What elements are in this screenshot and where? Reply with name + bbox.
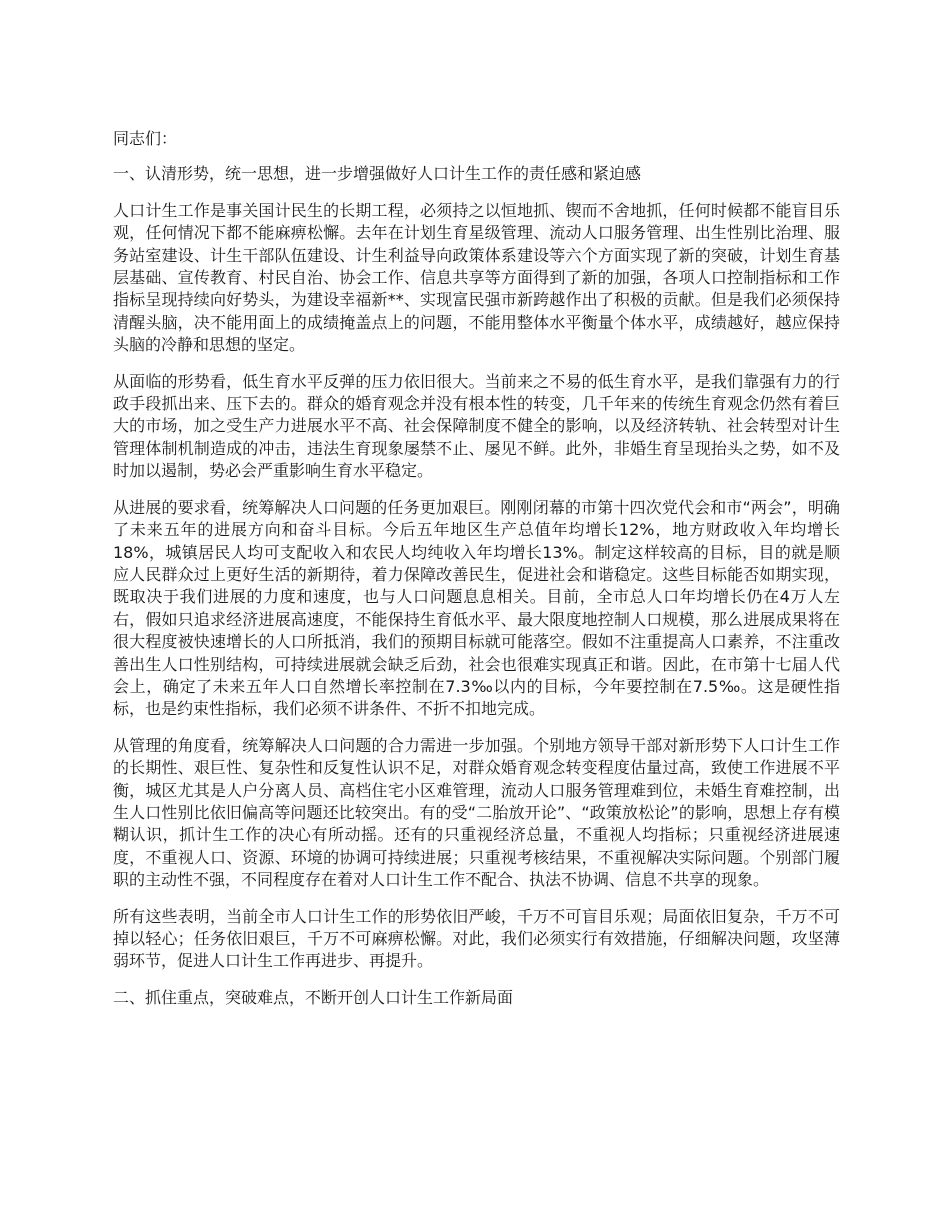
section-heading-1: 一、认清形势，统一思想，进一步增强做好人口计生工作的责任感和紧迫感 [113,164,642,184]
paragraph-responsibility: 人口计生工作是事关国计民生的长期工程，必须持之以恒地抓、锲而不舍地抓，任何时候都不能盲目乐观，任何情况下都不能麻痹松懈。去年在计划生育星级管理、流动人口服务管理、出生性别比治理、服务站室建设、计生干部队伍建设、计生利益导向政策体系建设等六个方面实现了新的突破，计划生育基层基础、宣传教育、村民自治、协会工作、信息共享等方面得到了新的加强，各项人口控制指标和工作指标呈现持续向好势头，为建设幸福新**、实现富民强市新跨越作出了积极的贡献。但是我们必须保持清醒头脑，决不能用面上的成绩掩盖点上的问题，不能用整体水平衡量个体水平，成绩越好，越应保持头脑的冷静和思想的坚定。 [113,200,840,355]
document-body [113,128,840,1023]
salutation: 同志们： [113,129,178,148]
section-heading-2: 二、抓住重点，突破难点，不断开创人口计生工作新局面 [113,987,514,1007]
paragraph-development-requirements: 从进展的要求看，统筹解决人口问题的任务更加艰巨。刚刚闭幕的市第十四次党代会和市“两会”，明确了未来五年的进展方向和奋斗目标。今后五年地区生产总值年均增长12%，地方财政收入年均增长18%，城镇居民人均可支配收入和农民人均纯收入年均增长13%。制定这样较高的目标，目的就是顺应人民群众过上更好生活的新期待，着力保障改善民生，促进社会和谐稳定。这些目标能否如期实现，既取决于我们进展的力度和速度，也与人口问题息息相关。目前，全市总人口年均增长仍在4万人左右，假如只追求经济进展高速度，不能保持生育低水平、最大限度地控制人口规模，那么进展成果将在很大程度被快速增长的人口所抵消，我们的预期目标就可能落空。假如不注重提高人口素养，不注重改善出生人口性别结构，可持续进展就会缺乏后劲，社会也很难实现真正和谐。因此，在市第十七届人代会上，确定了未来五年人口自然增长率控制在7.3‰以内的目标，今年要控制在7.5‰。这是硬性指标，也是约束性指标，我们必须不讲条件、不折不扣地完成。 [113,497,840,719]
paragraph-birth-rate-pressure: 从面临的形势看，低生育水平反弹的压力依旧很大。当前来之不易的低生育水平，是我们靠强有力的行政手段抓出来、压下去的。群众的婚育观念并没有根本性的转变，几千年来的传统生育观念仍然有着巨大的市场，加之受生产力进展水平不高、社会保障制度不健全的影响，以及经济转轨、社会转型对计生管理体制机制造成的冲击，违法生育现象屡禁不止、屡见不鲜。此外，非婚生育呈现抬头之势，如不及时加以遏制，势必会严重影响生育水平稳定。 [113,371,840,481]
paragraph-management-perspective: 从管理的角度看，统筹解决人口问题的合力需进一步加强。个别地方领导干部对新形势下人口计生工作的长期性、艰巨性、复杂性和反复性认识不足，对群众婚育观念转变程度估量过高，致使工作进展不平衡，城区尤其是人户分离人员、高档住宅小区难管理，流动人口服务管理难到位，未婚生育难控制，出生人口性别比依旧偏高等问题还比较突出。有的受“二胎放开论”、“政策放松论”的影响，思想上存有模糊认识，抓计生工作的决心有所动摇。还有的只重视经济总量，不重视人均指标；只重视经济进展速度，不重视人口、资源、环境的协调可持续进展；只重视考核结果，不重视解决实际问题。个别部门履职的主动性不强，不同程度存在着对人口计生工作不配合、执法不协调、信息不共享的现象。 [113,735,840,890]
paragraph-conclusion: 所有这些表明，当前全市人口计生工作的形势依旧严峻，千万不可盲目乐观；局面依旧复杂，千万不可掉以轻心；任务依旧艰巨，千万不可麻痹松懈。对此，我们必须实行有效措施，仔细解决问题，攻坚薄弱环节，促进人口计生工作再进步、再提升。 [113,906,840,971]
